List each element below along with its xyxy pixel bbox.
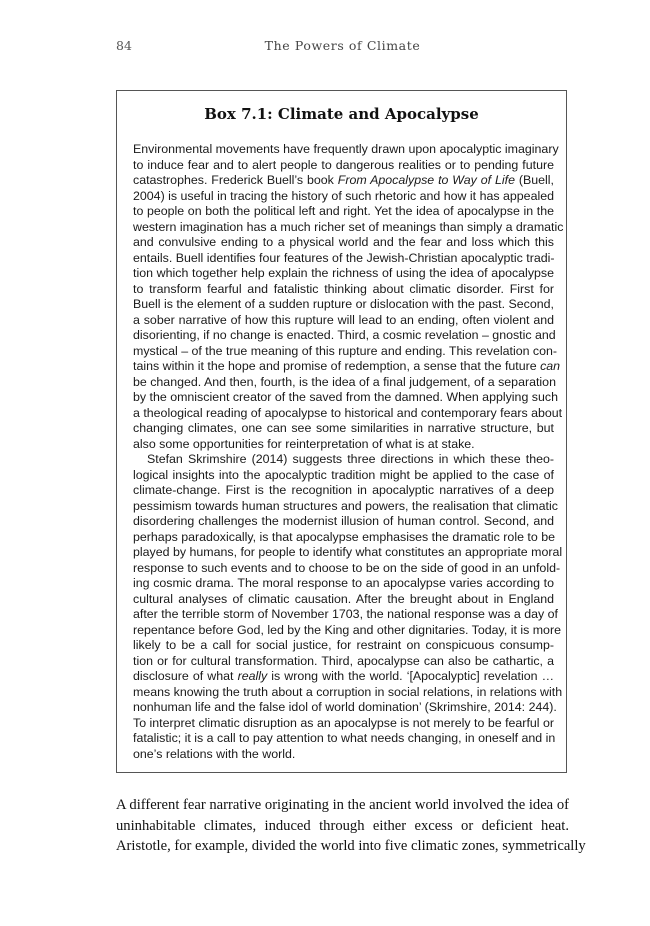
italic-text: From Apocalypse to Way of Life	[337, 173, 515, 187]
main-text-line: Aristotle, for example, divided the world into five climatic zones, symmetrically	[116, 838, 586, 854]
box-text-line: one’s relations with the world.	[133, 746, 296, 761]
box-text-line: tion or for cultural transformation. Third, apocalypse can also be cathartic, a	[133, 653, 554, 668]
box-text-line: likely to be a call for social justice, for restraint on conspicuous consump-	[133, 638, 554, 652]
box-text-line: tains within it the hope and promise of redemption, a sense that the future can	[133, 359, 561, 373]
box-text-line: tion which together help explain the richness of using the idea of apocalypse	[133, 266, 554, 280]
box-text-line: by the omniscient creator of the saved from the damned. When applying such	[133, 390, 558, 404]
box-text-line: also some opportunities for reinterpretation of what is at stake.	[133, 436, 475, 451]
box-text-line: disorienting, if no change is enacted. Third, a cosmic revelation – gnostic and	[133, 328, 556, 342]
box-text-line: and convulsive ending to a physical world and the fear and loss which this	[133, 235, 554, 249]
page-number: 84	[116, 38, 132, 53]
box-text-line: climate-change. First is the recognition in apocalyptic narratives of a deep	[133, 483, 554, 497]
box-text-line: repentance before God, led by the King and other dignitaries. Today, it is more	[133, 622, 561, 637]
box-text-line: fatalistic; it is a call to pay attention to what needs changing, in oneself and in	[133, 731, 556, 745]
box-text-line: Stefan Skrimshire (2014) suggests three directions in which these theo-	[147, 452, 554, 466]
box-text-line: to people on both the political left and right. Yet the idea of apocalypse in the	[133, 204, 554, 218]
box-text-line: a theological reading of apocalypse to historical and contemporary fears about	[133, 405, 563, 420]
main-text-line: A different fear narrative originating in the ancient world involved the idea of	[116, 797, 569, 813]
italic-text: can	[540, 359, 561, 373]
box-text-line: mystical – of the true meaning of this rupture and ending. This revelation con-	[133, 343, 558, 358]
main-text-paragraph	[116, 795, 586, 857]
box-text-line: cultural analyses of climatic causation. After the breught about in England	[133, 591, 554, 606]
box-text-line: 2004) is useful in tracing the history of such rhetoric and how it has appealed	[133, 188, 554, 203]
box-text-line: after the terrible storm of November 1703, the national response was a day of	[133, 607, 558, 621]
box-7-1	[116, 90, 567, 773]
running-title: The Powers of Climate	[264, 38, 421, 53]
main-text-line: uninhabitable climates, induced through either excess or deficient heat.	[116, 817, 569, 834]
box-paragraph-2	[133, 452, 563, 762]
box-text-line: logical insights into the apocalyptic tradition might be applied to the case of	[133, 467, 554, 482]
box-text-line: means knowing the truth about a corruption in social relations, in relations with	[133, 684, 563, 699]
box-text-line: Buell is the element of a sudden rupture or dislocation with the past. Second,	[133, 297, 554, 311]
box-text-line: to induce fear and to alert people to dangerous realities or to pending future	[133, 157, 554, 172]
box-text-line: To interpret climatic disruption as an apocalypse is not merely to be fearful or	[133, 715, 554, 730]
box-text-line: played by humans, for people to identify what constitutes an appropriate moral	[133, 545, 563, 559]
box-text-line: Environmental movements have frequently drawn upon apocalyptic imaginary	[133, 142, 559, 156]
box-body	[133, 142, 564, 762]
box-text-line: a sober narrative of how this rupture will lead to an ending, often violent and	[133, 312, 554, 327]
box-text-line: catastrophes. Frederick Buell’s book From Apocalypse to Way of Life (Buell,	[133, 173, 554, 187]
box-text-line: changing climates, one can see some similarities in narrative structure, but	[133, 421, 554, 435]
italic-text: really	[237, 669, 268, 683]
box-paragraph-1	[133, 142, 564, 452]
box-text-line: western imagination has a much richer set of meanings than simply a dramatic	[133, 219, 564, 234]
box-text-line: nonhuman life and the false idol of world domination’ (Skrimshire, 2014: 244).	[133, 700, 557, 714]
box-text-line: ing cosmic drama. The moral response to an apocalypse varies according to	[133, 576, 554, 590]
box-text-line: disclosure of what really is wrong with the world. ‘[Apocalyptic] revelation …	[133, 669, 554, 683]
running-head	[116, 38, 569, 58]
box-text-line: perhaps paradoxically, is that apocalypse emphasises the dramatic role to be	[133, 529, 555, 544]
box-text-line: be changed. And then, fourth, is the idea of a final judgement, of a separation	[133, 374, 556, 389]
box-title: Box 7.1: Climate and Apocalypse	[204, 105, 479, 123]
box-text-line: response to such events and to choose to be on the side of good in an unfold-	[133, 560, 561, 575]
box-text-line: entails. Buell identifies four features of the Jewish-Christian apocalyptic tradi-	[133, 250, 555, 265]
box-text-line: disordering challenges the modernist illusion of human control. Second, and	[133, 514, 554, 528]
box-text-line: to transform fearful and fatalistic thinking about climatic disorder. First for	[133, 281, 554, 296]
box-text-line: pessimism towards human structures and powers, the realisation that climatic	[133, 498, 558, 513]
